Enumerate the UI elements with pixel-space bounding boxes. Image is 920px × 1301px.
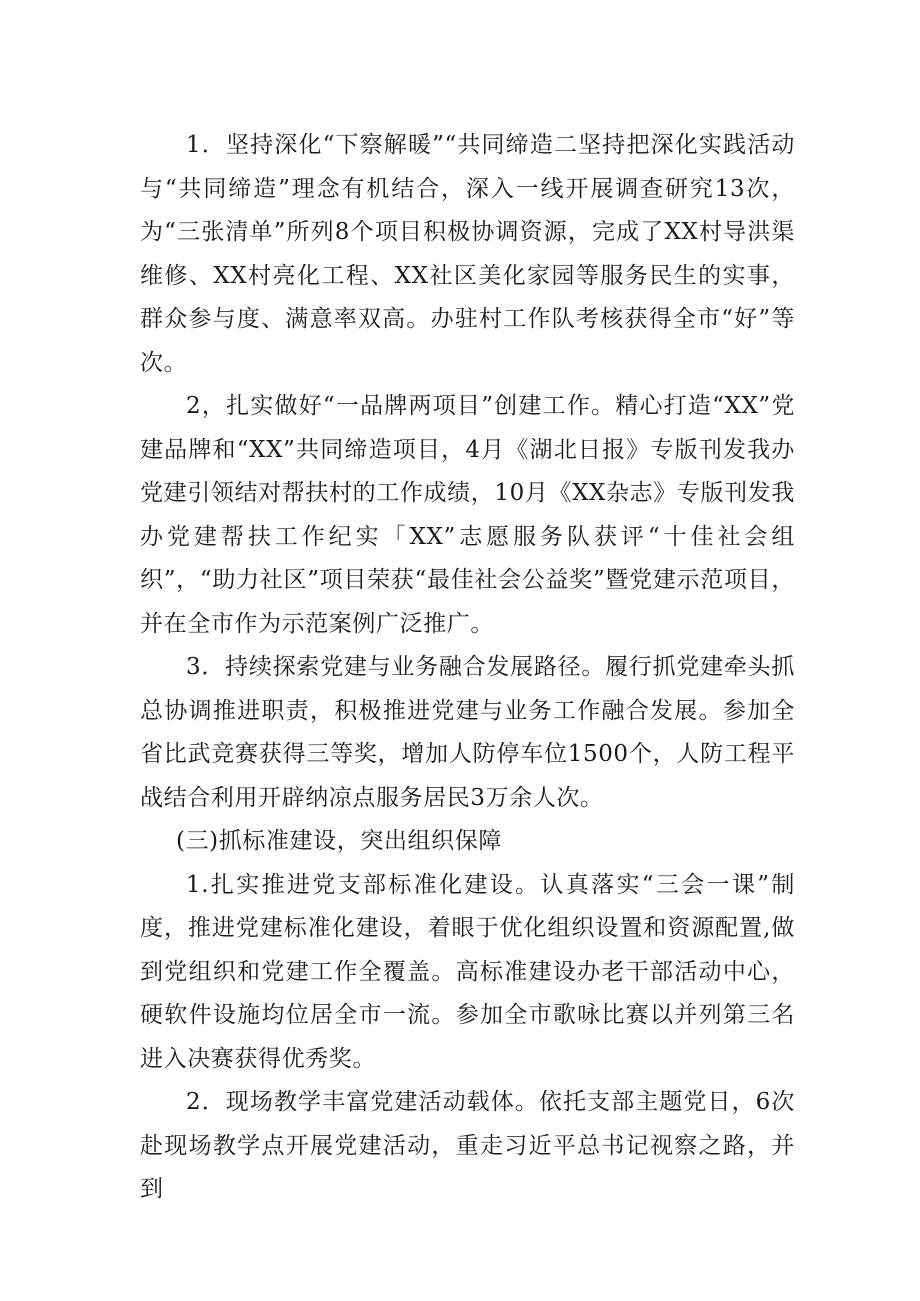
paragraph-item-4: 1.扎实推进党支部标准化建设。认真落实“三会一课”制度，推进党建标准化建设，着眼于优化组织设置和资源配置,做到党组织和党建工作全覆盖。高标准建设办老干部活动中心，硬软件设施均位居全市一流。参加全市歌咏比赛以并列第三名进入决赛获得优秀奖。: [140, 871, 795, 1072]
document-body: [140, 124, 795, 1212]
paragraph-item-2: 2，扎实做好“一品牌两项目”创建工作。精心打造“XX”党建品牌和“XX”共同缔造项目，4月《湖北日报》专版刊发我办党建引领结对帮扶村的工作成绩，10月《XX杂志》专版刊发我办党建帮扶工作纪实「XX”志愿服务队获评“十佳社会组织”，“助力社区”项目荣获“最佳社会公益奖”暨党建示范项目，并在全市作为示范案例广泛推广。: [140, 393, 795, 637]
section-heading: (三)抓标准建设，突出组织保障: [176, 828, 502, 854]
paragraph-item-1: 1．坚持深化“下察解暖”“共同缔造二坚持把深化实践活动与“共同缔造”理念有机结合，深入一线开展调查研究13次，为“三张清单”所列8个项目积极协调资源，完成了XX村导洪渠维修、XX村亮化工程、XX社区美化家园等服务民生的实事，群众参与度、满意率双高。办驻村工作队考核获得全市“好”等次。: [140, 132, 795, 376]
paragraph-item-5: 2．现场教学丰富党建活动载体。依托支部主题党日，6次赴现场教学点开展党建活动，重走习近平总书记视察之路，并到: [140, 1089, 795, 1202]
paragraph-item-3: 3．持续探索党建与业务融合发展路径。履行抓党建牵头抓总协调推进职责，积极推进党建与业务工作融合发展。参加全省比武竞赛获得三等奖，增加人防停车位1500个，人防工程平战结合利用开辟纳凉点服务居民3万余人次。: [140, 654, 795, 811]
